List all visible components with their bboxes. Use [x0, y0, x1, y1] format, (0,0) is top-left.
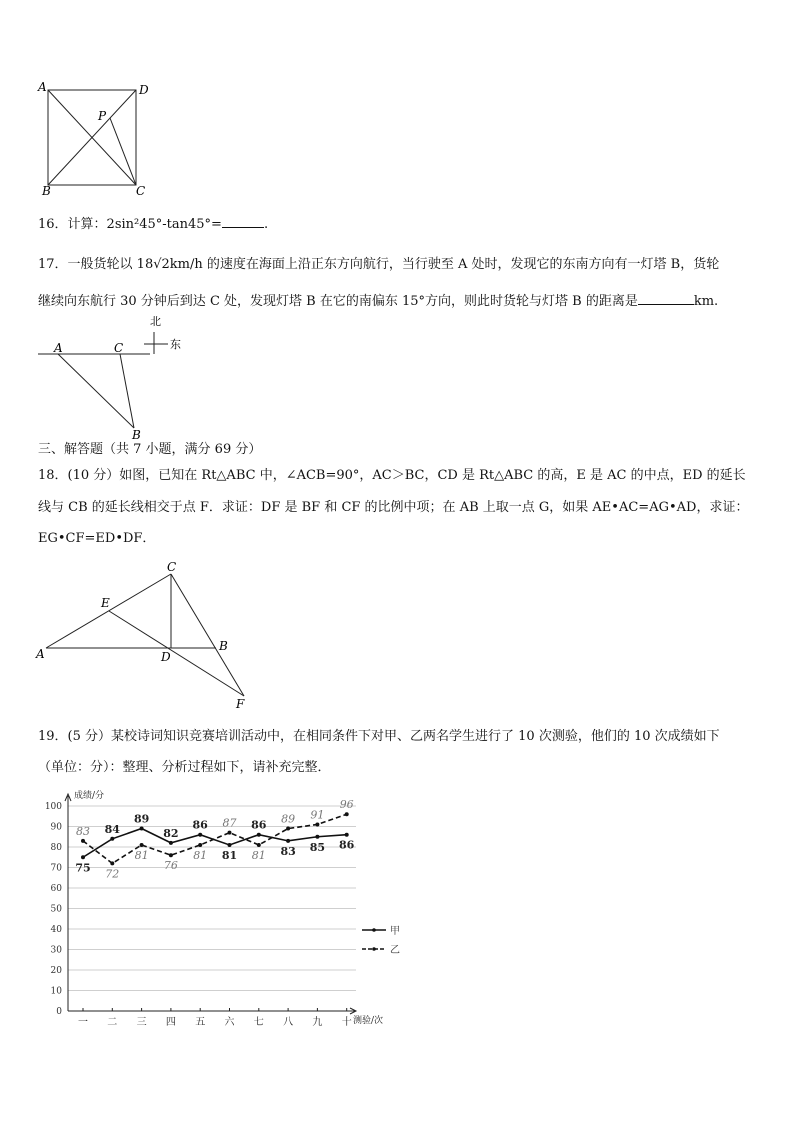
- question-19-line2: （单位：分）：整理、分析过程如下，请补充完整．: [38, 760, 331, 775]
- legend-marker: [372, 928, 376, 932]
- series-yi-point: [345, 812, 349, 816]
- x-tick-label: 九: [312, 1017, 323, 1028]
- score-line-chart: [40, 786, 412, 1032]
- series-yi-label: 72: [105, 867, 120, 881]
- series-yi-label: 81: [251, 848, 266, 862]
- label-e: E: [101, 596, 110, 610]
- question-16: [38, 215, 268, 233]
- y-tick-label: 60: [50, 884, 62, 894]
- series-jia-point: [140, 827, 144, 831]
- series-jia-point: [110, 837, 114, 841]
- legend-yi-label: 乙: [390, 945, 400, 956]
- x-tick-label: 六: [224, 1017, 235, 1028]
- segment-pc: [110, 118, 136, 185]
- series-yi-point: [140, 843, 144, 847]
- q17-line1-pre: 17．一般货轮以 18: [38, 257, 154, 272]
- y-tick-label: 0: [56, 1007, 62, 1017]
- series-yi-point: [228, 831, 232, 835]
- answer-blank: [638, 292, 694, 305]
- label-b: B: [132, 428, 141, 442]
- segment-ac: [46, 574, 171, 648]
- east-label: 东: [170, 338, 181, 351]
- series-yi-label: 96: [339, 798, 354, 812]
- series-yi-point: [257, 843, 261, 847]
- series-yi-point: [81, 839, 85, 843]
- y-tick-label: 90: [50, 822, 62, 833]
- series-yi-point: [169, 853, 173, 857]
- y-tick-label: 70: [50, 863, 62, 874]
- q16-text: 16．计算：2sin²45°-tan45°=: [38, 217, 222, 232]
- series-jia-label: 85: [309, 840, 326, 854]
- x-axis-title: 测验/次: [353, 1016, 384, 1026]
- series-jia-label: 86: [192, 818, 208, 832]
- series-jia-label: 83: [280, 844, 296, 858]
- series-yi-label: 89: [281, 812, 296, 826]
- question-17-line2: [38, 292, 718, 310]
- x-tick-label: 七: [253, 1017, 264, 1028]
- question-17-line1: [38, 257, 719, 273]
- legend-jia-label: 甲: [390, 926, 400, 937]
- series-jia-point: [286, 839, 290, 843]
- y-tick-label: 20: [50, 966, 62, 976]
- legend-marker: [372, 947, 376, 951]
- y-tick-label: 80: [50, 843, 62, 853]
- north-label: 北: [150, 315, 161, 328]
- label-b: B: [42, 184, 51, 198]
- series-jia-label: 86: [251, 818, 267, 832]
- label-c: C: [114, 341, 124, 355]
- series-jia-point: [345, 833, 349, 837]
- series-yi-point: [286, 827, 290, 831]
- question-18-line1: 18．(10 分）如图，已知在 Rt△ABC 中，∠ACB=90°，AC＞BC，CD 是 Rt△ABC 的高，E 是 AC 的中点，ED 的延长: [38, 468, 746, 483]
- label-a: A: [36, 647, 45, 661]
- y-tick-label: 40: [50, 925, 62, 935]
- series-yi-label: 81: [134, 848, 149, 862]
- x-tick-label: 二: [107, 1017, 118, 1028]
- q17-radical: √2: [153, 257, 170, 272]
- x-tick-label: 八: [283, 1017, 294, 1028]
- label-a: A: [38, 80, 47, 94]
- series-jia-label: 81: [221, 848, 238, 862]
- series-jia-point: [228, 843, 232, 847]
- series-jia-point: [257, 833, 261, 837]
- series-jia-point: [81, 855, 85, 859]
- label-c: C: [167, 560, 177, 574]
- series-yi-point: [110, 861, 114, 865]
- series-jia-label: 82: [163, 826, 179, 840]
- label-a: A: [54, 341, 63, 355]
- series-yi-label: 83: [76, 824, 90, 838]
- y-tick-label: 100: [44, 802, 62, 812]
- series-jia-line: [83, 826, 347, 858]
- x-tick-label: 三: [136, 1017, 147, 1028]
- x-tick-label: 十: [341, 1017, 352, 1028]
- label-f: F: [236, 697, 245, 710]
- label-c: C: [136, 184, 146, 198]
- series-jia-point: [315, 835, 319, 839]
- segment-ef: [109, 611, 244, 696]
- series-yi-label: 87: [222, 816, 237, 830]
- series-jia-label: 84: [104, 822, 120, 836]
- label-d: D: [161, 650, 171, 664]
- question-19-line1: 19．(5 分）某校诗词知识竞赛培训活动中，在相同条件下对甲、乙两名学生进行了 10 次测验，他们的 10 次成绩如下: [38, 729, 720, 744]
- square-figure: [36, 78, 156, 200]
- x-tick-label: 一: [78, 1017, 88, 1028]
- ship-figure: [30, 310, 200, 442]
- q16-tail: .: [263, 217, 269, 232]
- q17-line1-post: km/h 的速度在海面上沿正东方向航行，当行驶至 A 处时，发现它的东南方向有一灯塔 B，货轮: [169, 257, 720, 272]
- label-b: B: [219, 639, 228, 653]
- series-jia-label: 75: [75, 861, 91, 875]
- y-tick-label: 10: [50, 986, 62, 997]
- series-yi-point: [315, 822, 319, 826]
- y-axis-title: 成绩/分: [74, 791, 105, 801]
- series-yi-point: [198, 843, 202, 847]
- series-jia-label: 86: [339, 838, 355, 852]
- triangle-figure: [34, 558, 264, 710]
- x-tick-label: 五: [195, 1017, 206, 1028]
- y-tick-label: 30: [50, 945, 62, 956]
- q17-line2-tail: km.: [693, 294, 719, 309]
- y-tick-label: 50: [50, 904, 62, 915]
- series-jia-label: 89: [133, 812, 150, 826]
- series-yi-label: 91: [310, 808, 325, 822]
- series-jia-point: [169, 841, 173, 845]
- series-yi-label: 76: [163, 859, 178, 873]
- segment-cf: [171, 574, 244, 696]
- series-jia-point: [198, 833, 202, 837]
- section-3-heading: 三、解答题（共 7 小题，满分 69 分）: [38, 442, 262, 457]
- question-18-line3: EG•CF=ED•DF．: [38, 531, 156, 546]
- answer-blank: [222, 215, 264, 228]
- question-18-line2: 线与 CB 的延长线相交于点 F．求证：DF 是 BF 和 CF 的比例中项；在 AB 上取一点 G，如果 AE•AC=AG•AD，求证：: [38, 500, 749, 515]
- x-tick-label: 四: [165, 1017, 176, 1028]
- label-p: P: [98, 109, 107, 123]
- label-d: D: [139, 83, 149, 97]
- series-yi-label: 81: [193, 848, 208, 862]
- q17-line2: 继续向东航行 30 分钟后到达 C 处，发现灯塔 B 在它的南偏东 15°方向，则此时货轮与灯塔 B 的距离是: [38, 294, 638, 309]
